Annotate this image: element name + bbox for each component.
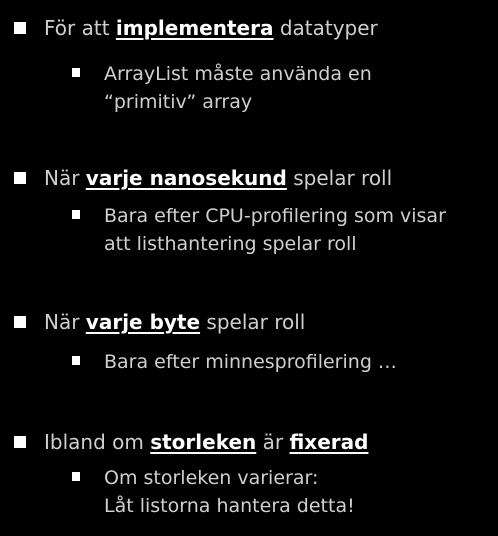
- bullet-text-storleken: [44, 430, 368, 454]
- emphasis-text: implementera: [115, 16, 274, 40]
- sub-bullet-line: Om storleken varierar:: [104, 467, 319, 489]
- emphasis-text: fixerad: [289, 430, 369, 454]
- sub-bullet-line: Låt listorna hantera detta!: [104, 495, 355, 517]
- sub-bullet-marker: [72, 210, 80, 219]
- sub-bullet-line: att listhantering spelar roll: [104, 233, 357, 255]
- bullet-text-implementera: [44, 16, 378, 40]
- text-segment: datatyper: [273, 16, 378, 40]
- sub-bullet-marker: [72, 68, 80, 77]
- bullet-marker: [14, 22, 26, 34]
- text-segment: spelar roll: [200, 310, 306, 334]
- emphasis-text: varje byte: [85, 310, 201, 334]
- sub-bullet-line: ArrayList måste använda en: [104, 63, 372, 85]
- sub-bullet-line: “primitiv” array: [104, 91, 253, 113]
- bullet-marker: [14, 172, 26, 184]
- text-segment: spelar roll: [286, 166, 393, 190]
- emphasis-text: storleken: [150, 430, 257, 454]
- bullet-text-nanosekund: [44, 166, 392, 190]
- text-segment: Ibland om: [44, 430, 151, 454]
- sub-bullet-line: Bara efter CPU-profilering som visar: [104, 205, 446, 227]
- bullet-marker: [14, 316, 26, 328]
- sub-bullet-line: Bara efter minnesprofilering …: [104, 351, 397, 373]
- text-segment: När: [44, 166, 86, 190]
- sub-bullet-marker: [72, 356, 80, 365]
- sub-bullet-marker: [72, 472, 80, 481]
- text-segment: För att: [44, 16, 116, 40]
- emphasis-text: varje nanosekund: [85, 166, 287, 190]
- bullet-marker: [14, 436, 26, 448]
- bullet-text-byte: [44, 310, 305, 334]
- text-segment: är: [256, 430, 290, 454]
- text-segment: När: [44, 310, 86, 334]
